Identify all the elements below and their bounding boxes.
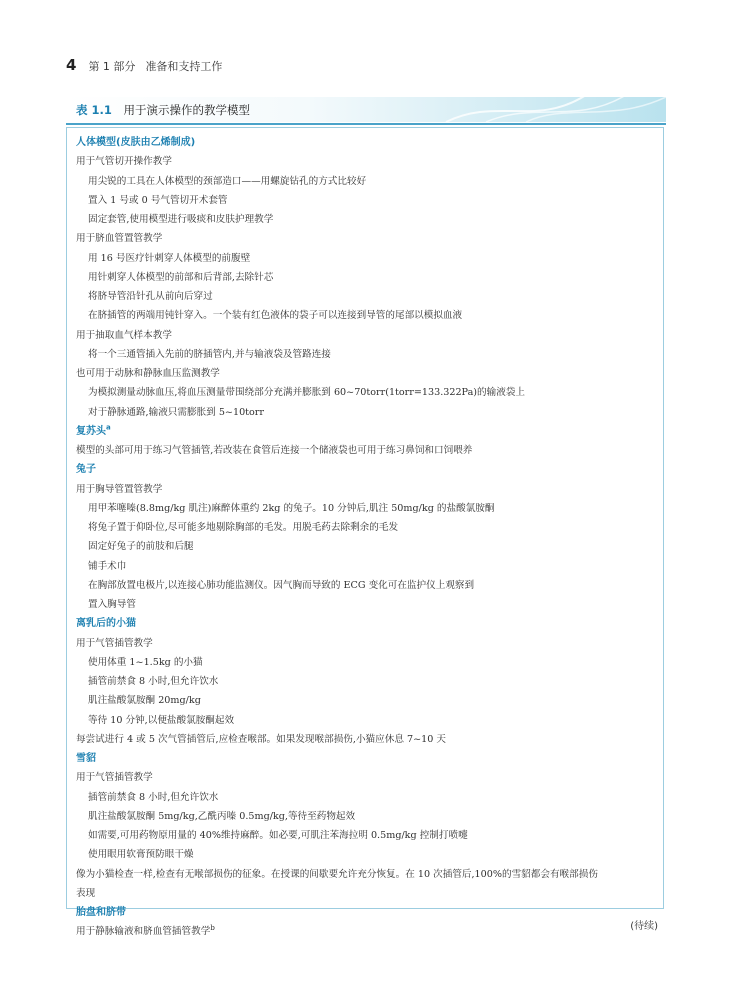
line-text: 用于抽取血气样本教学 xyxy=(76,329,172,341)
line-text: 等待 10 分钟,以便盐酸氯胺酮起效 xyxy=(88,714,235,726)
line-text: 雪貂 xyxy=(76,753,96,764)
table-line xyxy=(76,364,661,383)
table-line xyxy=(76,711,661,730)
line-text: 固定好兔子的前肢和后腿 xyxy=(88,541,194,553)
line-text: 兔子 xyxy=(76,464,96,476)
table-line xyxy=(76,826,661,845)
table-line xyxy=(76,326,661,345)
line-text: 离乳后的小猫 xyxy=(76,618,136,630)
line-text: 用于脐血管置管教学 xyxy=(76,233,163,245)
table-title-band xyxy=(66,97,666,122)
table-line xyxy=(76,537,661,556)
line-text: 如需要,可用药物原用量的 40%维持麻醉。如必要,可肌注苯海拉明 0.5mg/kg 控制打喷嚏 xyxy=(88,830,468,841)
line-text: 铺手术巾 xyxy=(88,560,127,572)
table-line xyxy=(76,557,661,576)
line-text: 在胸部放置电极片,以连接心肺功能监测仪。因气胸而导致的 ECG 变化可在监护仪上观察到 xyxy=(88,579,475,591)
footnote-marker: a xyxy=(106,423,111,432)
table-line xyxy=(76,480,661,499)
table-line xyxy=(76,807,661,826)
table-line xyxy=(76,249,661,268)
line-text: 表现 xyxy=(76,887,96,899)
line-text: 也可用于动脉和静脉血压监测教学 xyxy=(76,368,220,379)
section-heading xyxy=(76,460,661,479)
table-line xyxy=(76,210,661,229)
section-heading xyxy=(76,749,661,768)
table-line xyxy=(76,191,661,210)
table-line xyxy=(76,172,661,191)
table-line xyxy=(76,788,661,807)
table-line xyxy=(76,634,661,653)
line-text: 用于胸导管置管教学 xyxy=(76,483,163,495)
line-text: 肌注盐酸氯胺酮 20mg/kg xyxy=(88,695,201,707)
table-line xyxy=(76,518,661,537)
table-line xyxy=(76,306,661,325)
line-text: 固定套管,使用模型进行吸痰和皮肤护理教学 xyxy=(88,214,274,225)
line-text: 用甲苯噻嗪(8.8mg/kg 肌注)麻醉体重约 2kg 的兔子。10 分钟后,肌注 50mg/kg 的盐酸氯胺酮 xyxy=(88,502,495,514)
table-body xyxy=(76,133,661,942)
page-number: 4 xyxy=(66,56,77,74)
line-text: 置入胸导管 xyxy=(88,599,136,610)
table-line xyxy=(76,730,661,749)
line-text: 用于气管插管教学 xyxy=(76,772,153,784)
line-text: 用于气管插管教学 xyxy=(76,637,153,649)
table-caption xyxy=(76,102,250,118)
line-text: 像为小猫检查一样,检查有无喉部损伤的征象。在授课的间歇要允许充分恢复。在 10 次插管后,100%的雪貂都会有喉部损伤 xyxy=(76,868,598,880)
line-text: 置入 1 号或 0 号气管切开术套管 xyxy=(88,194,228,206)
line-text: 肌注盐酸氯胺酮 5mg/kg,乙酰丙嗪 0.5mg/kg,等待至药物起效 xyxy=(88,810,356,822)
table-line xyxy=(76,768,661,787)
line-text: 对于静脉通路,输液只需膨胀到 5~10torr xyxy=(88,406,264,418)
line-text: 模型的头部可用于练习气管插管,若改装在食管后连接一个储液袋也可用于练习鼻饲和口饲喂养 xyxy=(76,445,473,456)
line-text: 插管前禁食 8 小时,但允许饮水 xyxy=(88,676,219,687)
table-line xyxy=(76,653,661,672)
line-text: 用于静脉输液和脐血管插管教学 xyxy=(76,926,211,938)
table-line xyxy=(76,576,661,595)
table-line xyxy=(76,845,661,864)
table-number: 表 1.1 xyxy=(76,103,112,117)
table-line xyxy=(76,691,661,710)
table-line xyxy=(76,884,661,903)
table-line xyxy=(76,383,661,402)
line-text: 用尖锐的工具在人体模型的颈部造口——用螺旋钻孔的方式比较好 xyxy=(88,175,367,187)
running-head xyxy=(66,56,222,76)
line-text: 将兔子置于仰卧位,尽可能多地剔除胸部的毛发。用脱毛药去除剩余的毛发 xyxy=(88,522,399,533)
line-text: 用针刺穿人体模型的前部和后背部,去除针芯 xyxy=(88,271,274,283)
line-text: 人体模型(皮肤由乙烯制成) xyxy=(76,137,196,148)
section-heading xyxy=(76,422,661,441)
line-text: 复苏头 xyxy=(76,425,106,437)
chapter-label: 准备和支持工作 xyxy=(145,60,223,73)
line-text: 为模拟测量动脉血压,将血压测量带围绕部分充满并膨胀到 60~70torr(1torr=133.322Pa)的输液袋上 xyxy=(88,387,526,399)
table-line xyxy=(76,229,661,248)
table-title: 用于演示操作的教学模型 xyxy=(123,103,251,117)
table-line xyxy=(76,922,661,941)
table-line xyxy=(76,403,661,422)
part-label: 第 1 部分 xyxy=(88,60,136,73)
section-heading xyxy=(76,903,661,922)
table-top-rule xyxy=(66,123,666,125)
line-text: 用 16 号医疗针刺穿人体模型的前腹壁 xyxy=(88,252,251,264)
table-line xyxy=(76,595,661,614)
table-line xyxy=(76,287,661,306)
line-text: 插管前禁食 8 小时,但允许饮水 xyxy=(88,791,219,803)
table-line xyxy=(76,865,661,884)
table-line xyxy=(76,499,661,518)
section-heading xyxy=(76,133,661,152)
line-text: 将一个三通管插入先前的脐插管内,并与输液袋及管路连接 xyxy=(88,348,331,360)
table-line xyxy=(76,345,661,364)
line-text: 使用体重 1~1.5kg 的小猫 xyxy=(88,656,203,668)
table-line xyxy=(76,672,661,691)
table-line xyxy=(76,268,661,287)
line-text: 将脐导管沿针孔从前向后穿过 xyxy=(88,291,213,302)
line-text: 胎盘和脐带 xyxy=(76,907,126,918)
line-text: 用于气管切开操作教学 xyxy=(76,156,172,168)
table-line xyxy=(76,152,661,171)
line-text: 每尝试进行 4 或 5 次气管插管后,应检查喉部。如果发现喉部损伤,小猫应休息 7~10 天 xyxy=(76,733,446,745)
line-text: 在脐插管的两端用钝针穿入。一个装有红色液体的袋子可以连接到导管的尾部以模拟血液 xyxy=(88,310,463,322)
section-heading xyxy=(76,614,661,633)
table-line xyxy=(76,441,661,460)
line-text: 使用眼用软膏预防眼干燥 xyxy=(88,849,194,861)
continued-label: (待续) xyxy=(630,921,658,932)
footnote-marker: b xyxy=(210,924,215,933)
